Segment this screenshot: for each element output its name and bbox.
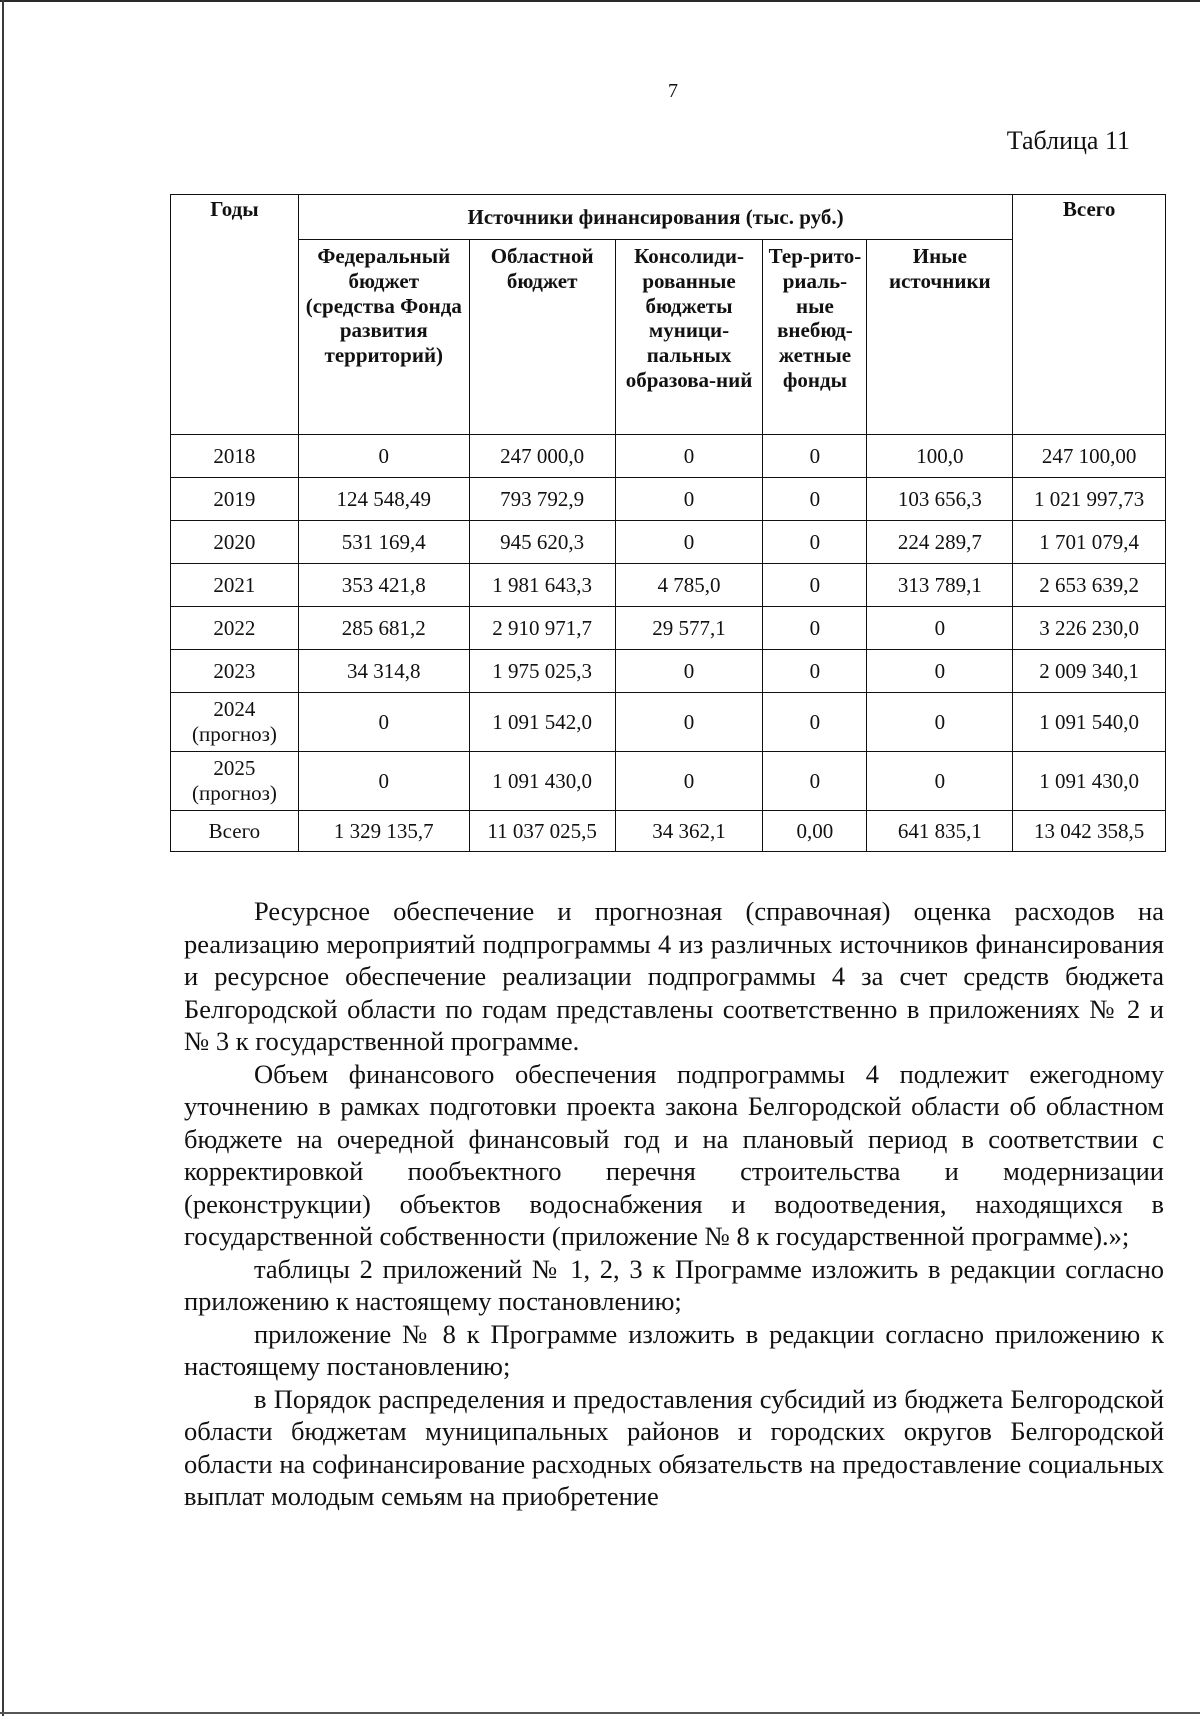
cell-territorial: 0 — [763, 752, 867, 811]
paragraph: таблицы 2 приложений № 1, 2, 3 к Программе изложить в редакции согласно приложению к настоящему постановлению; — [184, 1253, 1164, 1316]
cell-federal: 124 548,49 — [298, 478, 469, 521]
cell-territorial: 0 — [763, 478, 867, 521]
cell-other: 0 — [867, 607, 1013, 650]
table-caption: Таблица 11 — [1006, 126, 1130, 155]
table-row — [171, 752, 1166, 811]
cell-federal: 0 — [298, 752, 469, 811]
cell-total-label: Всего — [171, 811, 299, 852]
year-label: 2022 — [213, 615, 256, 640]
year-label: 2025 — [213, 756, 256, 781]
cell-municipal: 0 — [615, 752, 763, 811]
cell-regional: 1 981 643,3 — [469, 564, 615, 607]
header-municipal: Консолиди-рованные бюджеты муници-пальных образова-ний — [615, 240, 763, 435]
header-other: Иные источники — [867, 240, 1013, 435]
cell-regional: 247 000,0 — [469, 435, 615, 478]
table-row — [171, 521, 1166, 564]
cell-municipal: 0 — [615, 435, 763, 478]
table-body — [171, 435, 1166, 811]
year-label: 2019 — [213, 486, 256, 511]
cell-federal: 353 421,8 — [298, 564, 469, 607]
scan-border-left — [2, 0, 4, 1716]
cell-total-federal: 1 329 135,7 — [298, 811, 469, 852]
year-label: 2024 — [213, 697, 256, 722]
header-years: Годы — [171, 195, 299, 435]
cell-year — [171, 650, 299, 693]
cell-territorial: 0 — [763, 435, 867, 478]
cell-total: 2 653 639,2 — [1013, 564, 1166, 607]
table-row-total — [171, 811, 1166, 852]
cell-year — [171, 478, 299, 521]
scan-border-bottom — [0, 1712, 1200, 1714]
cell-regional: 1 975 025,3 — [469, 650, 615, 693]
cell-total: 247 100,00 — [1013, 435, 1166, 478]
cell-year — [171, 607, 299, 650]
cell-territorial: 0 — [763, 521, 867, 564]
cell-federal: 0 — [298, 693, 469, 752]
cell-year — [171, 564, 299, 607]
cell-year — [171, 435, 299, 478]
paragraph: приложение № 8 к Программе изложить в редакции согласно приложению к настоящему постановлению; — [184, 1318, 1164, 1381]
year-label: 2021 — [213, 572, 256, 597]
year-label: 2023 — [213, 658, 256, 683]
cell-regional: 793 792,9 — [469, 478, 615, 521]
year-label: 2020 — [213, 529, 256, 554]
cell-total: 3 226 230,0 — [1013, 607, 1166, 650]
cell-total-territorial: 0,00 — [763, 811, 867, 852]
header-total: Всего — [1013, 195, 1166, 435]
table-row — [171, 650, 1166, 693]
cell-year — [171, 752, 299, 811]
cell-other: 100,0 — [867, 435, 1013, 478]
cell-municipal: 0 — [615, 521, 763, 564]
cell-other: 0 — [867, 693, 1013, 752]
cell-territorial: 0 — [763, 693, 867, 752]
funding-table — [170, 194, 1166, 852]
cell-total: 1 091 430,0 — [1013, 752, 1166, 811]
cell-municipal: 4 785,0 — [615, 564, 763, 607]
header-sources: Источники финансирования (тыс. руб.) — [298, 195, 1012, 240]
header-federal: Федеральный бюджет (средства Фонда развития территорий) — [298, 240, 469, 435]
paragraph: в Порядок распределения и предоставления субсидий из бюджета Белгородской области бюджетам муниципальных районов и городских округов Белгородской области на софинансирование расходных обязательств на предоставление социальных выплат молодым семьям на приобретение — [184, 1383, 1164, 1511]
header-regional: Областной бюджет — [469, 240, 615, 435]
cell-total-total: 13 042 358,5 — [1013, 811, 1166, 852]
paragraph: Объем финансового обеспечения подпрограммы 4 подлежит ежегодному уточнению в рамках подготовки проекта закона Белгородской области об областном бюджете на очередной финансовый год и на плановый период в соответствии с корректировкой пообъектного перечня строительства и модернизации (реконструкции) объектов водоснабжения и водоотведения, находящихся в государственной собственности (приложение № 8 к государственной программе).»; — [184, 1058, 1164, 1251]
cell-other: 103 656,3 — [867, 478, 1013, 521]
cell-other: 0 — [867, 752, 1013, 811]
cell-year — [171, 521, 299, 564]
table-row — [171, 607, 1166, 650]
cell-other: 0 — [867, 650, 1013, 693]
cell-total: 1 021 997,73 — [1013, 478, 1166, 521]
cell-federal: 285 681,2 — [298, 607, 469, 650]
forecast-note: (прогноз) — [191, 722, 277, 746]
forecast-note: (прогноз) — [191, 781, 277, 805]
cell-municipal: 0 — [615, 693, 763, 752]
cell-territorial: 0 — [763, 650, 867, 693]
cell-federal: 34 314,8 — [298, 650, 469, 693]
cell-municipal: 29 577,1 — [615, 607, 763, 650]
table-row — [171, 564, 1166, 607]
table-row — [171, 478, 1166, 521]
scan-border-top — [0, 0, 1200, 2]
header-territorial: Тер-рито-риаль-ные внебюд-жетные фонды — [763, 240, 867, 435]
body-text — [184, 895, 1164, 1513]
cell-year — [171, 693, 299, 752]
cell-other: 313 789,1 — [867, 564, 1013, 607]
cell-territorial: 0 — [763, 564, 867, 607]
table-row — [171, 435, 1166, 478]
cell-regional: 1 091 542,0 — [469, 693, 615, 752]
cell-total: 1 701 079,4 — [1013, 521, 1166, 564]
cell-total-regional: 11 037 025,5 — [469, 811, 615, 852]
cell-total: 1 091 540,0 — [1013, 693, 1166, 752]
cell-regional: 1 091 430,0 — [469, 752, 615, 811]
page-number: 7 — [668, 80, 678, 102]
year-label: 2018 — [213, 443, 256, 468]
cell-total: 2 009 340,1 — [1013, 650, 1166, 693]
cell-regional: 2 910 971,7 — [469, 607, 615, 650]
table-row — [171, 693, 1166, 752]
cell-total-municipal: 34 362,1 — [615, 811, 763, 852]
cell-municipal: 0 — [615, 478, 763, 521]
cell-federal: 0 — [298, 435, 469, 478]
cell-municipal: 0 — [615, 650, 763, 693]
paragraph: Ресурсное обеспечение и прогнозная (справочная) оценка расходов на реализацию мероприятий подпрограммы 4 из различных источников финансирования и ресурсное обеспечение реализации подпрограммы 4 за счет средств бюджета Белгородской области по годам представлены соответственно в приложениях № 2 и № 3 к государственной программе. — [184, 896, 1164, 1056]
cell-other: 224 289,7 — [867, 521, 1013, 564]
cell-territorial: 0 — [763, 607, 867, 650]
cell-regional: 945 620,3 — [469, 521, 615, 564]
cell-total-other: 641 835,1 — [867, 811, 1013, 852]
cell-federal: 531 169,4 — [298, 521, 469, 564]
